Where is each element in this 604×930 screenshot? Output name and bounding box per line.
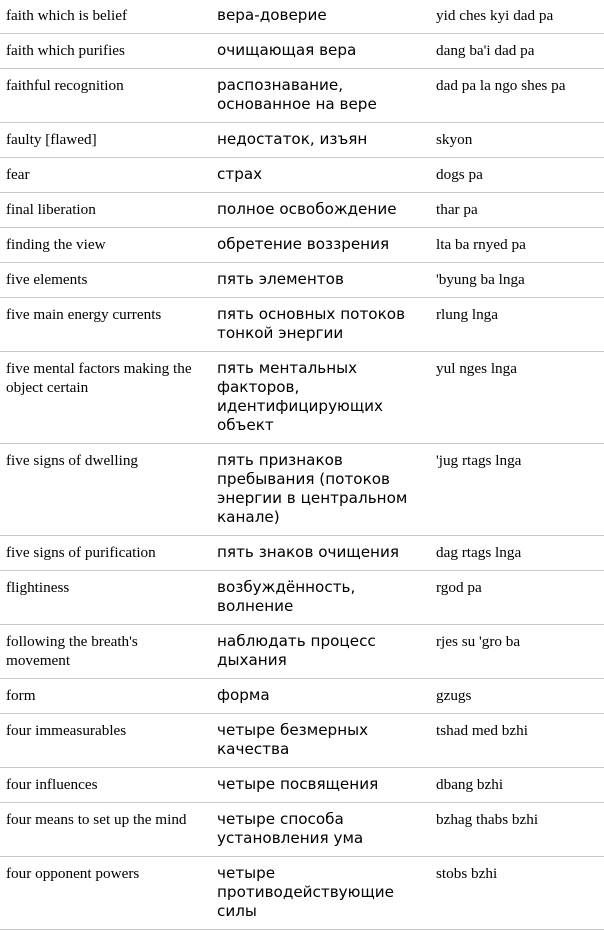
term-russian: недостаток, изъян [217, 130, 368, 148]
term-tibetan: dang ba'i dad pa [436, 42, 535, 59]
table-row [0, 228, 604, 263]
term-english: four influences [6, 776, 98, 793]
term-russian: полное освобождение [217, 200, 397, 218]
term-tibetan: 'byung ba lnga [436, 271, 525, 288]
table-row [0, 352, 604, 444]
term-russian: вера-доверие [217, 6, 327, 24]
term-english: faithful recognition [6, 77, 124, 94]
term-english: five signs of purification [6, 544, 156, 561]
term-russian: четыре способа установления ума [217, 810, 364, 847]
table-row [0, 34, 604, 69]
term-tibetan: bzhag thabs bzhi [436, 811, 539, 828]
term-russian: пять основных потоков тонкой энергии [217, 305, 406, 342]
term-russian: возбуждённость, волнение [217, 578, 356, 615]
term-russian: распознавание, основанное на вере [217, 76, 377, 113]
term-tibetan: dad pa la ngo shes pa [436, 77, 566, 94]
term-tibetan: tshad med bzhi [436, 722, 528, 739]
term-english: fear [6, 166, 30, 183]
term-tibetan: gzugs [436, 687, 472, 704]
term-english: flightiness [6, 579, 70, 596]
table-row [0, 571, 604, 625]
term-russian: наблюдать процесс дыхания [217, 632, 376, 669]
term-english: four immeasurables [6, 722, 127, 739]
term-english: finding the view [6, 236, 106, 253]
table-row [0, 69, 604, 123]
table-row [0, 123, 604, 158]
term-english: faulty [flawed] [6, 131, 97, 148]
term-tibetan: thar pa [436, 201, 478, 218]
term-english: five mental factors making the object certain [6, 360, 192, 396]
term-english: faith which purifies [6, 42, 125, 59]
term-english: faith which is belief [6, 7, 128, 24]
term-tibetan: rlung lnga [436, 306, 499, 323]
term-russian: пять признаков пребывания (потоков энергии в центральном канале) [217, 451, 408, 526]
table-row [0, 768, 604, 803]
table-row [0, 714, 604, 768]
term-tibetan: rgod pa [436, 579, 482, 596]
term-tibetan: yul nges lnga [436, 360, 517, 377]
term-tibetan: dbang bzhi [436, 776, 504, 793]
term-russian: форма [217, 686, 270, 704]
term-russian: пять ментальных факторов, идентифицирующих объект [217, 359, 384, 434]
term-tibetan: lta ba rnyed pa [436, 236, 526, 253]
term-tibetan: skyon [436, 131, 473, 148]
term-english: form [6, 687, 36, 704]
term-russian: пять элементов [217, 270, 344, 288]
term-russian: пять знаков очищения [217, 543, 399, 561]
term-russian: четыре безмерных качества [217, 721, 369, 758]
term-english: four opponent powers [6, 865, 140, 882]
term-english: final liberation [6, 201, 96, 218]
table-row [0, 193, 604, 228]
term-tibetan: dogs pa [436, 166, 483, 183]
term-tibetan: stobs bzhi [436, 865, 498, 882]
table-row [0, 803, 604, 857]
term-english: five main energy currents [6, 306, 162, 323]
table-row [0, 0, 604, 34]
table-row [0, 625, 604, 679]
term-tibetan: yid ches kyi dad pa [436, 7, 554, 24]
term-tibetan: dag rtags lnga [436, 544, 522, 561]
term-tibetan: 'jug rtags lnga [436, 452, 522, 469]
table-row [0, 158, 604, 193]
table-row [0, 298, 604, 352]
term-russian: четыре противодействующие силы [217, 864, 394, 920]
term-russian: страх [217, 165, 263, 183]
term-tibetan: rjes su 'gro ba [436, 633, 521, 650]
table-row [0, 536, 604, 571]
term-english: five signs of dwelling [6, 452, 139, 469]
term-russian: обретение воззрения [217, 235, 390, 253]
term-russian: четыре посвящения [217, 775, 379, 793]
term-english: five elements [6, 271, 88, 288]
table-row [0, 679, 604, 714]
term-english: following the breath's movement [6, 633, 138, 669]
term-english: four means to set up the mind [6, 811, 187, 828]
table-row [0, 263, 604, 298]
table-row [0, 857, 604, 930]
table-row [0, 444, 604, 536]
term-russian: очищающая вера [217, 41, 357, 59]
